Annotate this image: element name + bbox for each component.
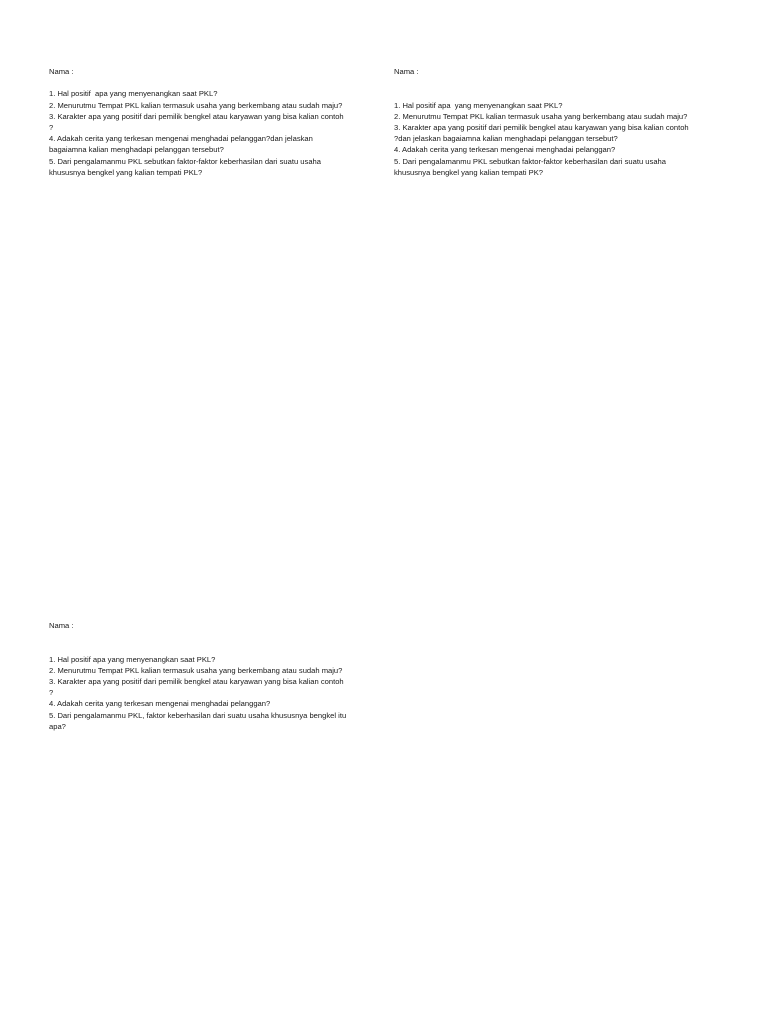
- question-line: apa?: [49, 721, 66, 731]
- question-line: khususnya bengkel yang kalian tempati PKL?: [49, 167, 203, 177]
- question-line: 2. Menurutmu Tempat PKL kalian termasuk usaha yang berkembang atau sudah maju?: [49, 100, 343, 110]
- question-line: 2. Menurutmu Tempat PKL kalian termasuk usaha yang berkembang atau sudah maju?: [49, 665, 343, 675]
- question-block-1: [49, 66, 379, 178]
- question-line: 3. Karakter apa yang positif dari pemilik bengkel atau karyawan yang bisa kalian contoh: [49, 677, 344, 686]
- question-line: bagaiamna kalian menghadapi pelanggan tersebut?: [49, 145, 224, 155]
- question-line: 5. Dari pengalamanmu PKL sebutkan faktor-faktor keberhasilan dari suatu usaha: [394, 156, 666, 166]
- question-line: 4. Adakah cerita yang terkesan mengenai menghadai pelanggan?dan jelaskan: [49, 134, 313, 144]
- question-line: 5. Dari pengalamanmu PKL, faktor keberhasilan dari suatu usaha khususnya bengkel itu: [49, 710, 347, 720]
- question-line: ?dan jelaskan bagaiamna kalian menghadapi pelanggan tersebut?: [394, 134, 618, 144]
- question-line: 3. Karakter apa yang positif dari pemilik bengkel atau karyawan yang bisa kalian contoh: [49, 111, 344, 121]
- question-line: ?: [49, 688, 54, 698]
- nama-label: Nama :: [394, 67, 419, 76]
- nama-label: Nama :: [49, 67, 74, 76]
- question-line: 1. Hal positif apa yang menyenangkan saat PKL?: [49, 89, 218, 99]
- question-line: 2. Menurutmu Tempat PKL kalian termasuk usaha yang berkembang atau sudah maju?: [394, 111, 688, 121]
- question-line: 5. Dari pengalamanmu PKL sebutkan faktor-faktor keberhasilan dari suatu usaha: [49, 156, 321, 166]
- question-line: 4. Adakah cerita yang terkesan mengenai menghadai pelanggan?: [49, 699, 271, 709]
- question-line: ?: [49, 123, 54, 132]
- nama-label: Nama :: [49, 621, 74, 630]
- question-block-2: [394, 66, 724, 178]
- question-line: khususnya bengkel yang kalian tempati PK?: [394, 167, 544, 177]
- question-line: 1. Hal positif apa yang menyenangkan saat PKL?: [49, 654, 216, 664]
- question-line: 3. Karakter apa yang positif dari pemilik bengkel atau karyawan yang bisa kalian contoh: [394, 123, 689, 132]
- question-line: 4. Adakah cerita yang terkesan mengenai menghadai pelanggan?: [394, 145, 616, 155]
- question-block-3: [49, 620, 379, 732]
- question-line: 1. Hal positif apa yang menyenangkan saat PKL?: [394, 100, 563, 110]
